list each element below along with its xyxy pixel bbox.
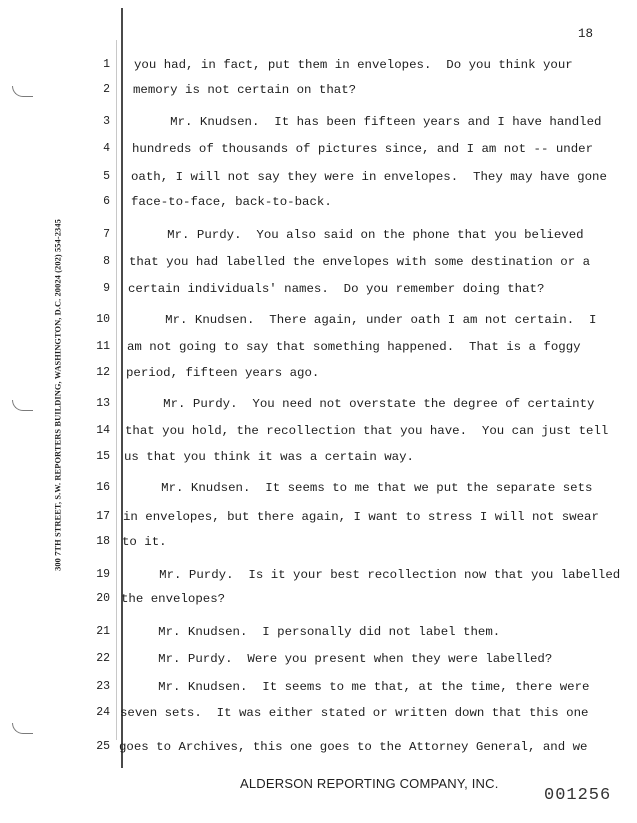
transcript-line: goes to Archives, this one goes to the Attorney General, and we [119,740,588,754]
line-number: 10 [96,313,110,326]
footer-company: ALDERSON REPORTING COMPANY, INC. [240,776,499,791]
transcript-line: oath, I will not say they were in envelopes. They may have gone [131,170,607,184]
transcript-line: in envelopes, but there again, I want to stress I will not swear [123,510,599,524]
transcript-line: Mr. Purdy. You need not overstate the degree of certainty [126,397,595,411]
line-number: 2 [103,83,110,96]
line-number: 22 [96,652,110,665]
transcript-line: certain individuals' names. Do you remember doing that? [128,282,545,296]
page-number: 18 [578,27,594,41]
line-number: 21 [96,625,110,638]
transcript-line: am not going to say that something happened. That is a foggy [127,340,581,354]
binder-hole-mark [12,400,33,411]
line-number: 25 [96,740,110,753]
transcript-line: hundreds of thousands of pictures since, and I am not -- under [132,142,594,156]
line-number: 6 [103,195,110,208]
transcript-line: you had, in fact, put them in envelopes. Do you think your [134,58,573,72]
document-number: 001256 [544,786,612,805]
transcript-line: memory is not certain on that? [133,83,357,97]
line-number: 5 [103,170,110,183]
transcript-line: period, fifteen years ago. [126,366,320,380]
line-number: 20 [96,592,110,605]
line-number: 14 [96,424,110,437]
transcript-line: Mr. Knudsen. It has been fifteen years and I have handled [133,115,602,129]
transcript-line: that you had labelled the envelopes with some destination or a [129,255,591,269]
line-number: 3 [103,115,110,128]
line-number: 12 [96,366,110,379]
transcript-line: Mr. Purdy. You also said on the phone that you believed [130,228,584,242]
transcript-line: Mr. Knudsen. It seems to me that we put the separate sets [124,481,593,495]
transcript-line: to it. [122,535,167,549]
transcript-line: Mr. Knudsen. It seems to me that, at the time, there were [121,680,590,694]
line-number: 16 [96,481,110,494]
line-number: 24 [96,706,110,719]
transcript-line: Mr. Purdy. Were you present when they were labelled? [121,652,553,666]
line-number: 23 [96,680,110,693]
line-number: 4 [103,142,110,155]
transcript-line: face-to-face, back-to-back. [131,195,332,209]
line-number: 9 [103,282,110,295]
margin-shadow-line [116,40,117,740]
side-address-text: 300 7TH STREET, S.W. REPORTERS BUILDING, WASHINGTON, D.C. 20024 (202) 554-2345 [53,219,63,571]
binder-hole-mark [12,86,33,97]
transcript-line: seven sets. It was either stated or written down that this one [120,706,589,720]
line-number: 8 [103,255,110,268]
line-number: 11 [96,340,110,353]
line-number: 18 [96,535,110,548]
transcript-line: that you hold, the recollection that you have. You can just tell [125,424,609,438]
line-number: 15 [96,450,110,463]
line-number: 13 [96,397,110,410]
transcript-line: Mr. Knudsen. There again, under oath I am not certain. I [128,313,597,327]
line-number: 19 [96,568,110,581]
line-number: 7 [103,228,110,241]
binder-hole-mark [12,723,33,734]
line-number: 1 [103,58,110,71]
transcript-line: the envelopes? [121,592,226,606]
transcript-line: us that you think it was a certain way. [124,450,414,464]
transcript-line: Mr. Purdy. Is it your best recollection now that you labelled [122,568,621,582]
line-number: 17 [96,510,110,523]
transcript-line: Mr. Knudsen. I personally did not label them. [121,625,501,639]
